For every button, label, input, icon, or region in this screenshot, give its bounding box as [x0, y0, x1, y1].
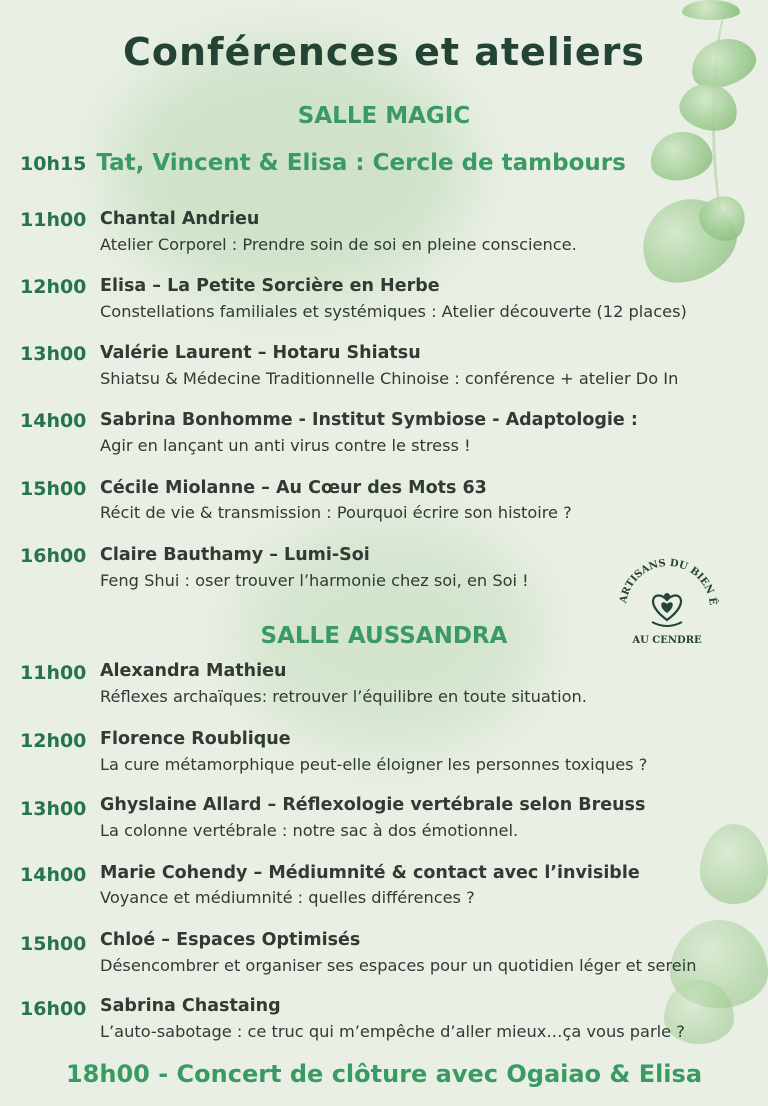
event-time: 14h00 [20, 410, 87, 432]
event-description: Désencombrer et organiser ses espaces pour un quotidien léger et serein [100, 956, 697, 975]
event-time: 13h00 [20, 798, 87, 820]
event-speaker: Marie Cohendy – Médiumnité & contact avec l’invisible [100, 863, 640, 883]
event-description: La colonne vertébrale : notre sac à dos émotionnel. [100, 821, 519, 840]
event-speaker: Alexandra Mathieu [100, 661, 287, 681]
event-title: Tat, Vincent & Elisa : Cercle de tambours [96, 150, 626, 176]
event-description: L’auto-sabotage : ce truc qui m’empêche d’aller mieux…ça vous parle ? [100, 1022, 685, 1041]
event-description: Réflexes archaïques: retrouver l’équilibre en toute situation. [100, 687, 587, 706]
event-description: La cure métamorphique peut-elle éloigner les personnes toxiques ? [100, 755, 648, 774]
opening-event [20, 150, 626, 176]
event-speaker: Elisa – La Petite Sorcière en Herbe [100, 276, 440, 296]
event-speaker: Valérie Laurent – Hotaru Shiatsu [100, 343, 421, 363]
event-speaker: Claire Bauthamy – Lumi-Soi [100, 545, 370, 565]
event-speaker: Florence Roublique [100, 729, 291, 749]
event-time: 14h00 [20, 864, 87, 886]
event-description: Shiatsu & Médecine Traditionnelle Chinoise : conférence + atelier Do In [100, 369, 679, 388]
logo-arc-text: ARTISANS DU BIEN Ê [618, 557, 719, 606]
logo-bottom-text: AU CENDRE [632, 635, 702, 646]
event-time: 12h00 [20, 730, 87, 752]
event-time: 11h00 [20, 209, 87, 231]
event-time: 12h00 [20, 276, 87, 298]
event-time: 16h00 [20, 998, 87, 1020]
event-description: Feng Shui : oser trouver l’harmonie chez soi, en Soi ! [100, 571, 529, 590]
event-time: 13h00 [20, 343, 87, 365]
event-speaker: Ghyslaine Allard – Réflexologie vertébrale selon Breuss [100, 795, 646, 815]
event-description: Agir en lançant un anti virus contre le stress ! [100, 436, 471, 455]
event-time: 10h15 [20, 153, 87, 175]
heart-icon [661, 602, 673, 613]
event-description: Voyance et médiumnité : quelles différences ? [100, 888, 475, 907]
leaf-icon [682, 0, 740, 20]
leaf-icon [646, 127, 715, 185]
event-speaker: Cécile Miolanne – Au Cœur des Mots 63 [100, 478, 487, 498]
event-speaker: Sabrina Chastaing [100, 996, 281, 1016]
event-speaker: Sabrina Bonhomme - Institut Symbiose - Adaptologie : [100, 410, 638, 430]
event-description: Récit de vie & transmission : Pourquoi écrire son histoire ? [100, 503, 572, 522]
room-heading-magic: SALLE MAGIC [297, 103, 471, 129]
room-heading-aussandra: SALLE AUSSANDRA [260, 623, 508, 649]
event-time: 15h00 [20, 478, 87, 500]
event-speaker: Chantal Andrieu [100, 209, 260, 229]
closing-concert: 18h00 - Concert de clôture avec Ogaiao & Elisa [65, 1060, 703, 1088]
leaf-icon [700, 824, 768, 904]
event-time: 11h00 [20, 662, 87, 684]
event-time: 15h00 [20, 933, 87, 955]
event-speaker: Chloé – Espaces Optimisés [100, 930, 361, 950]
event-description: Constellations familiales et systémiques : Atelier découverte (12 places) [100, 302, 687, 321]
page-title: Conférences et ateliers [123, 30, 645, 74]
event-description: Atelier Corporel : Prendre soin de soi en pleine conscience. [100, 235, 577, 254]
event-time: 16h00 [20, 545, 87, 567]
